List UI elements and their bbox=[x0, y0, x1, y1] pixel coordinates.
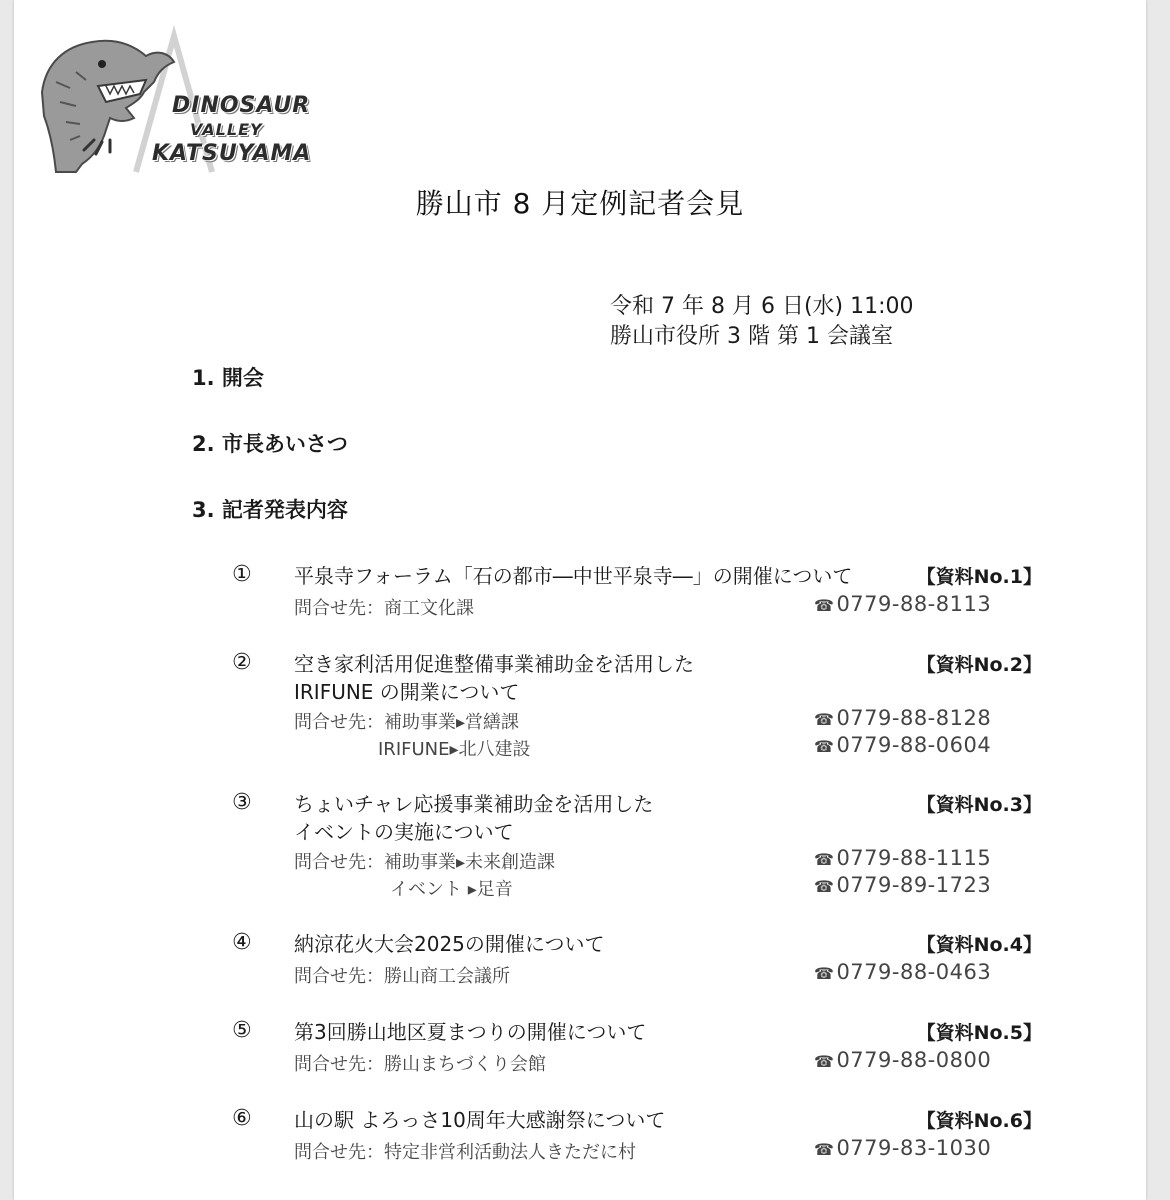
item-number: ⑥ bbox=[232, 1106, 252, 1131]
item-number: ⑤ bbox=[232, 1018, 252, 1043]
item-reference: 【資料No.5】 bbox=[916, 1022, 1042, 1044]
item-title: 第3回勝山地区夏まつりの開催について bbox=[294, 1020, 647, 1044]
item-number: ① bbox=[232, 562, 252, 587]
item-phone: ☎0779-88-0604 bbox=[814, 733, 992, 757]
item-number: ③ bbox=[232, 790, 252, 815]
document-page bbox=[14, 0, 1146, 1200]
phone-icon: ☎ bbox=[814, 596, 835, 615]
item-phone: ☎0779-88-8113 bbox=[814, 592, 992, 616]
item-contact: 問合せ先：勝山まちづくり会館 bbox=[294, 1054, 546, 1075]
phone-icon: ☎ bbox=[814, 964, 835, 983]
agenda-item-announcements: 3. 記者発表内容 bbox=[192, 498, 348, 522]
phone-icon: ☎ bbox=[814, 850, 835, 869]
item-title: 平泉寺フォーラム「石の都市―中世平泉寺―」の開催について bbox=[294, 564, 853, 588]
phone-icon: ☎ bbox=[814, 877, 835, 896]
phone-icon: ☎ bbox=[814, 1052, 835, 1071]
item-contact: 問合せ先：商工文化課 bbox=[294, 598, 474, 619]
item-contact: イベント ▸足音 bbox=[390, 879, 513, 900]
phone-icon: ☎ bbox=[814, 737, 835, 756]
meeting-date: 令和 7 年 8 月 6 日(水) 11:00 bbox=[610, 294, 914, 319]
item-phone: ☎0779-88-8128 bbox=[814, 706, 992, 730]
item-reference: 【資料No.2】 bbox=[916, 654, 1042, 676]
logo-text bbox=[152, 93, 312, 166]
item-contact: 問合せ先：補助事業▸営繕課 bbox=[294, 712, 520, 733]
item-number: ② bbox=[232, 650, 252, 675]
meeting-place: 勝山市役所 3 階 第 1 会議室 bbox=[610, 324, 893, 349]
dinosaur-valley-logo bbox=[36, 22, 312, 182]
item-number: ④ bbox=[232, 930, 252, 955]
meeting-info bbox=[610, 292, 914, 352]
document-title: 勝山市 8 月定例記者会見 bbox=[415, 187, 745, 220]
item-contact: IRIFUNE▸北八建設 bbox=[378, 739, 531, 760]
item-phone: ☎0779-83-1030 bbox=[814, 1136, 992, 1160]
item-reference: 【資料No.6】 bbox=[916, 1110, 1042, 1132]
phone-icon: ☎ bbox=[814, 1140, 835, 1159]
item-title-line: IRIFUNE の開業について bbox=[294, 680, 520, 704]
agenda-item-opening: 1. 開会 bbox=[192, 366, 264, 390]
logo-line-1: DINOSAUR bbox=[172, 93, 311, 118]
item-title: 山の駅 よろっさ10周年大感謝祭について bbox=[294, 1108, 666, 1132]
agenda-item-mayor-greeting: 2. 市長あいさつ bbox=[192, 432, 348, 456]
item-title bbox=[294, 650, 854, 706]
item-contact: 問合せ先：勝山商工会議所 bbox=[294, 966, 510, 987]
item-phone: ☎0779-89-1723 bbox=[814, 873, 992, 897]
item-title-line: ちょいチャレ応援事業補助金を活用した bbox=[294, 792, 654, 816]
item-title: 納涼花火大会2025の開催について bbox=[294, 932, 605, 956]
item-title-line: イベントの実施について bbox=[294, 820, 514, 844]
item-reference: 【資料No.1】 bbox=[916, 566, 1042, 588]
item-title bbox=[294, 790, 854, 846]
item-phone: ☎0779-88-0463 bbox=[814, 960, 992, 984]
item-phone: ☎0779-88-1115 bbox=[814, 846, 992, 870]
item-reference: 【資料No.3】 bbox=[916, 794, 1042, 816]
item-reference: 【資料No.4】 bbox=[916, 934, 1042, 956]
item-contact: 問合せ先：特定非営利活動法人きただに村 bbox=[294, 1142, 636, 1163]
item-contact: 問合せ先：補助事業▸未来創造課 bbox=[294, 852, 556, 873]
item-title-line: 空き家利活用促進整備事業補助金を活用した bbox=[294, 652, 694, 676]
logo-line-3: KATSUYAMA bbox=[152, 141, 312, 166]
item-phone: ☎0779-88-0800 bbox=[814, 1048, 992, 1072]
phone-icon: ☎ bbox=[814, 710, 835, 729]
logo-line-2: VALLEY bbox=[190, 120, 263, 139]
